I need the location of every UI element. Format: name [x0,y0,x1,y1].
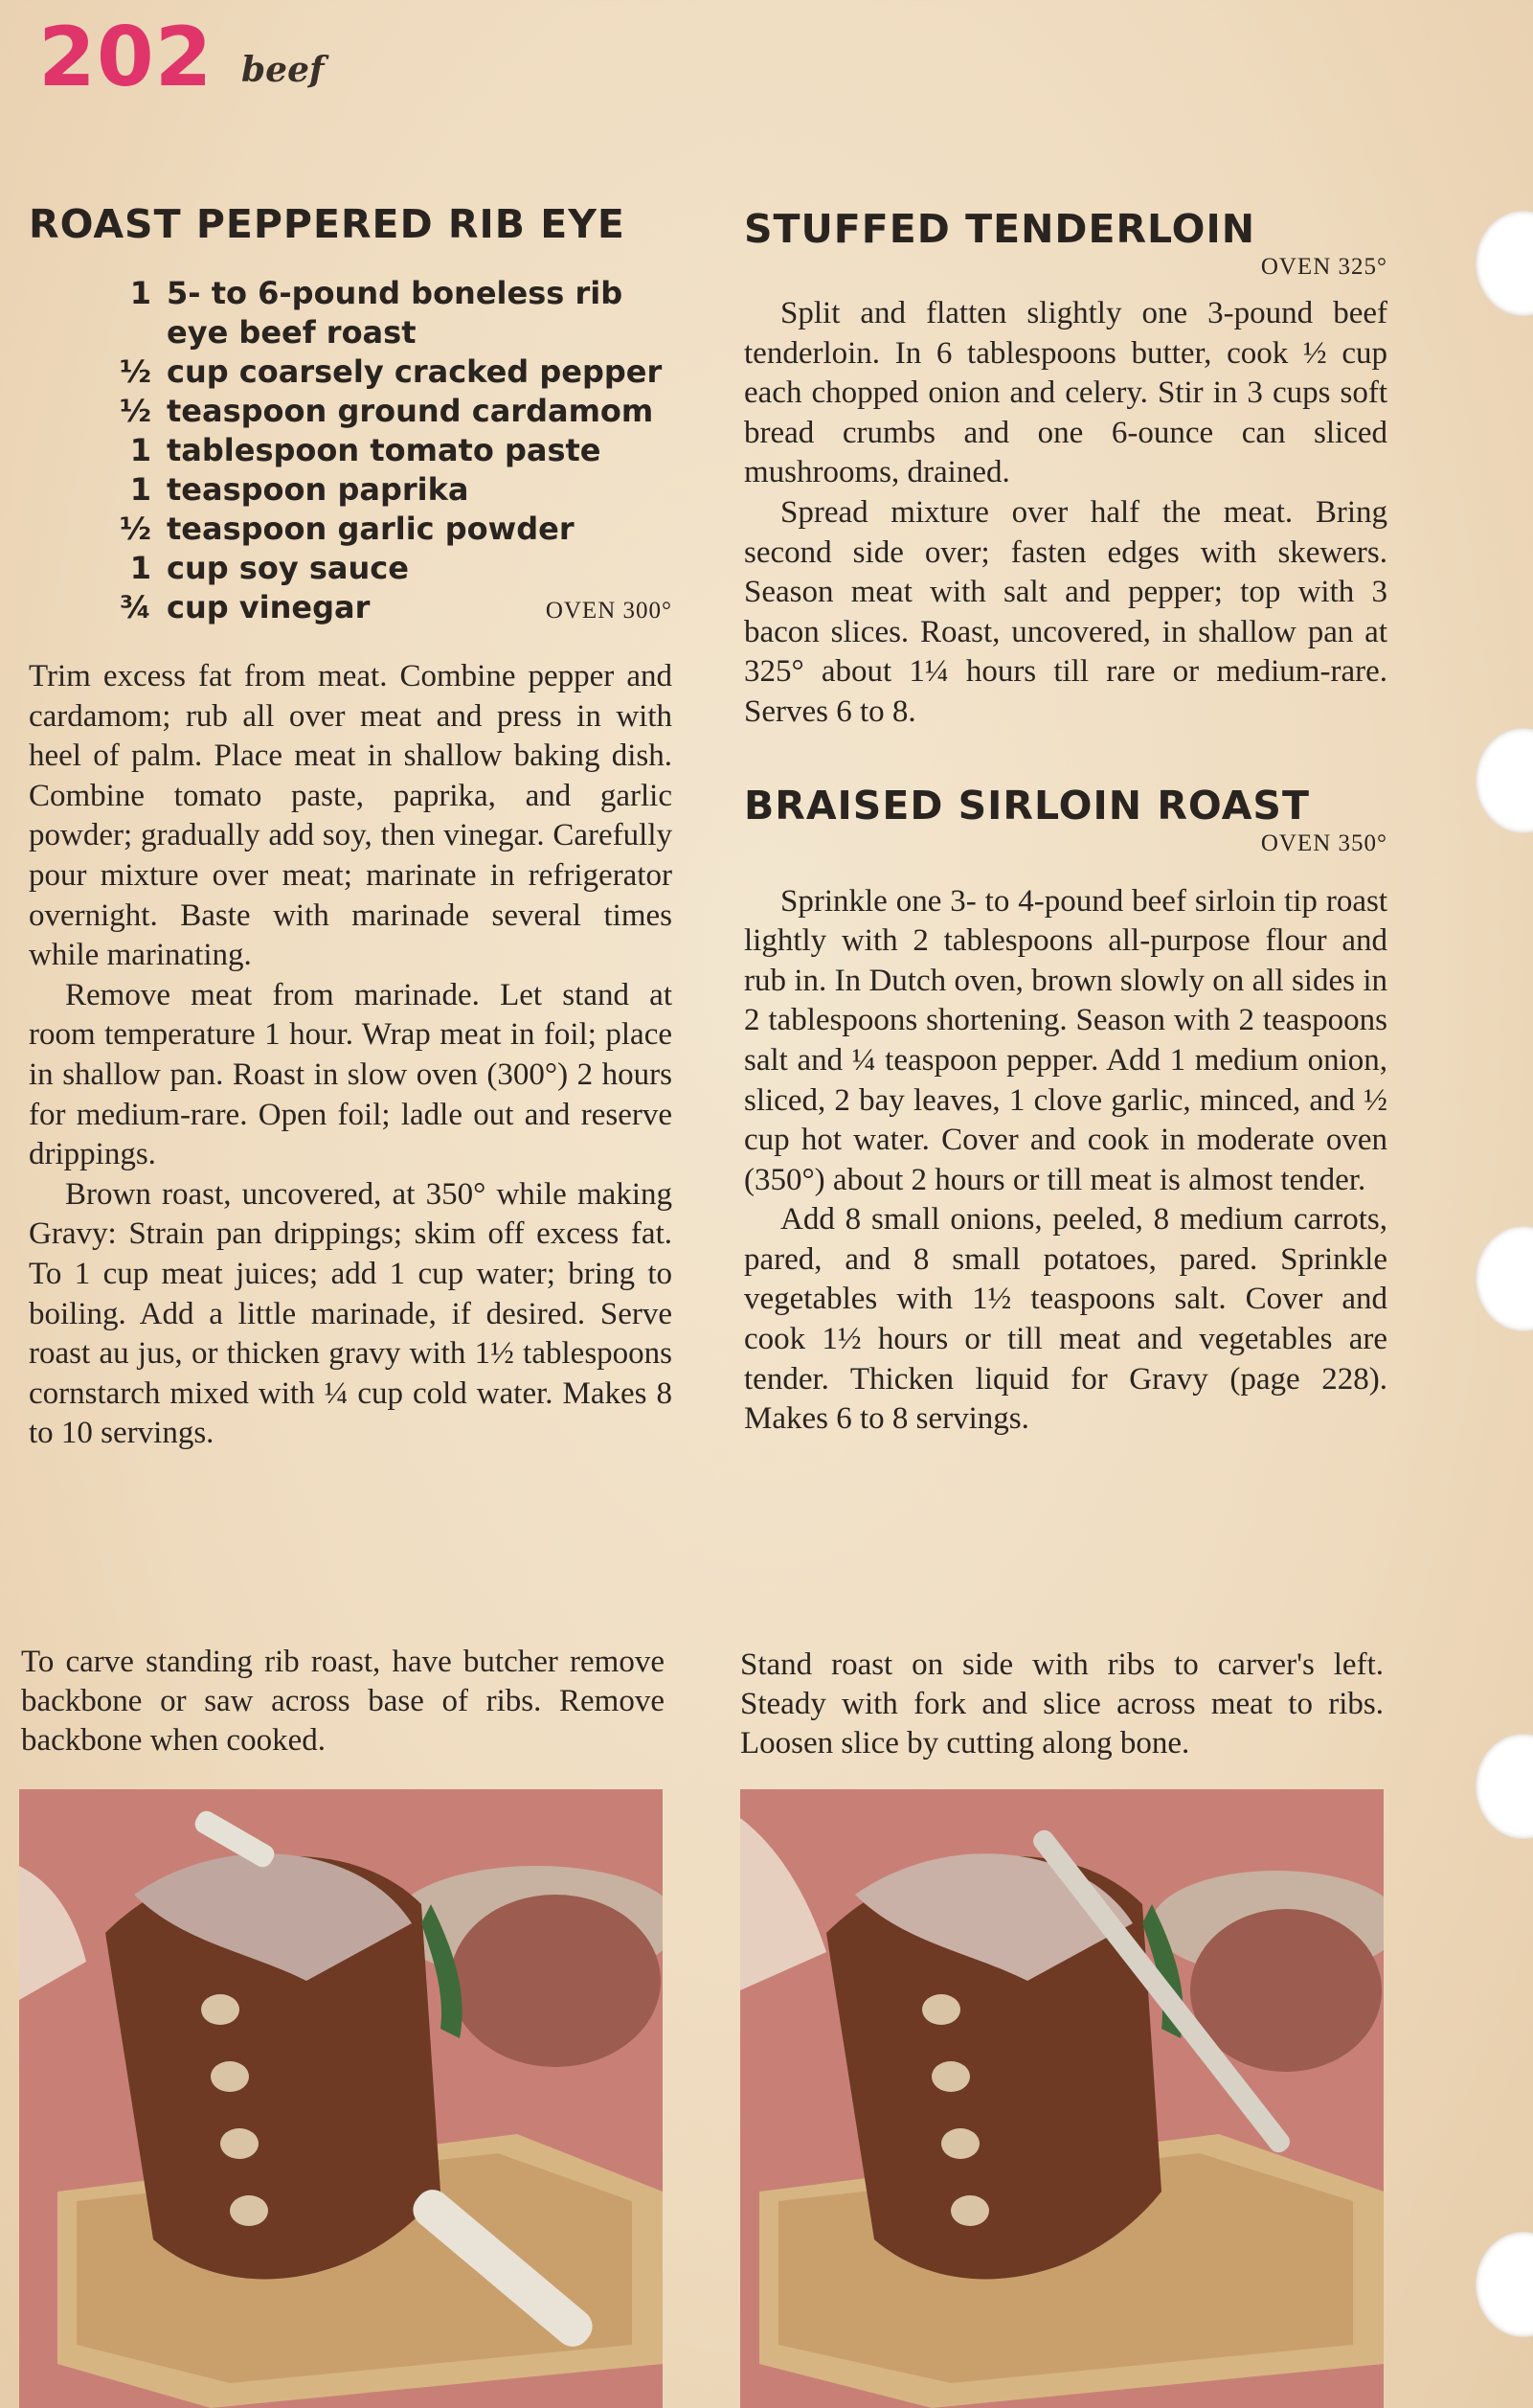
recipe-tenderloin [744,206,1387,733]
ingredient: 1 teaspoon paprika [129,471,469,508]
ingredient: 1 5- to 6-pound boneless rib [129,275,623,311]
caption-left: To carve standing rib roast, have butcher remove backbone or saw across base of ribs. Remove backbone when cooked. [21,1645,665,1758]
caption-right: Stand roast on side with ribs to carver's left. Steady with fork and slice across meat to ribs. Loosen slice by cutting along bone. [740,1647,1384,1761]
recipe-title: BRAISED SIRLOIN ROAST [744,782,1310,829]
recipe-title: STUFFED TENDERLOIN [744,206,1256,252]
oven-temp: OVEN 350° [1260,829,1387,856]
instruction-paragraph: Remove meat from marinade. Let stand at room temperature 1 hour. Wrap meat in foil; place in shallow pan. Roast in slow oven (300°) 2 hours for medium-rare. Open foil; ladle out and reserve drippings. [29,977,672,1172]
ingredient: ½ teaspoon ground cardamom [119,393,654,429]
photo-slicing-rib-roast [740,1789,1384,2408]
section-label: beef [241,50,325,90]
oven-temp: OVEN 300° [545,598,672,624]
instruction-paragraph: Sprinkle one 3- to 4-pound beef sirloin tip roast lightly with 2 tablespoons all-purpose flour and rub in. In Dutch oven, brown slowly on all sides in 2 tablespoons shortening. Season with 2 teaspoons salt and ¼ teaspoon pepper. Add 1 medium onion, sliced, 2 bay leaves, 1 clove garlic, minced, and ½ cup hot water. Cover and cook in moderate oven (350°) about 2 hours or till meat is almost tender. [744,883,1387,1197]
ingredient: ½ teaspoon garlic powder [119,511,575,547]
recipe-sirloin [744,783,1387,1440]
page-number: 202 [38,10,214,105]
recipe-column-right [744,206,1387,1440]
ingredient: ½ cup coarsely cracked pepper [119,353,663,390]
binder-hole-1 [1476,211,1533,316]
ingredient: eye beef roast [167,314,417,351]
oven-temp: OVEN 325° [1260,254,1387,280]
ingredient: ¾ cup vinegar OVEN 300° [29,588,672,630]
recipe-title: ROAST PEPPERED RIB EYE [29,201,625,247]
binder-hole-4 [1476,1734,1533,1839]
instruction-paragraph: Spread mixture over half the meat. Bring second side over; fasten edges with skewers. Season meat with salt and pepper; top with 3 bacon slices. Roast, uncovered, in shallow pan at 325° about 1¼ hours till rare or medium-rare. Serves 6 to 8. [744,494,1387,729]
rib-roast-slicing-illustration [740,1789,1384,2408]
instruction-paragraph: Trim excess fat from meat. Combine pepper and cardamom; rub all over meat and press in with heel of palm. Place meat in shallow baking dish. Combine tomato paste, paprika, and garlic powder; gradually add soy, then vinegar. Carefully pour mixture over meat; marinate in refrigerator overnight. Baste with marinade several times while marinating. [29,659,672,973]
ingredient: 1 tablespoon tomato paste [129,432,601,468]
binder-hole-5 [1476,2232,1533,2337]
binder-hole-3 [1476,1226,1533,1331]
binder-hole-2 [1476,728,1533,833]
rib-roast-illustration [19,1789,663,2408]
photo-carving-rib-roast [19,1789,663,2408]
ingredient-list [29,274,672,630]
instruction-paragraph: Add 8 small onions, peeled, 8 medium carrots, pared, and 8 small potatoes, pared. Sprinkle vegetables with 1½ teaspoons salt. Cover and cook 1½ hours or till meat and vegetables are tender. Thicken liquid for Gravy (page 228). Makes 6 to 8 servings. [744,1202,1387,1437]
recipe-rib-eye [29,201,672,1454]
instruction-paragraph: Brown roast, uncovered, at 350° while making Gravy: Strain pan drippings; skim off excess fat. To 1 cup meat juices; add 1 cup water; bring to boiling. Add a little marinade, if desired. Serve roast au jus, or thicken gravy with 1½ tablespoons cornstarch mixed with ¼ cup cold water. Makes 8 to 10 servings. [29,1176,672,1451]
ingredient: 1 cup soy sauce [129,550,409,586]
instruction-paragraph: Split and flatten slightly one 3-pound beef tenderloin. In 6 tablespoons butter, cook ½ cup each chopped onion and celery. Stir in 3 cups soft bread crumbs and one 6-ounce can sliced mushrooms, drained. [744,296,1387,490]
